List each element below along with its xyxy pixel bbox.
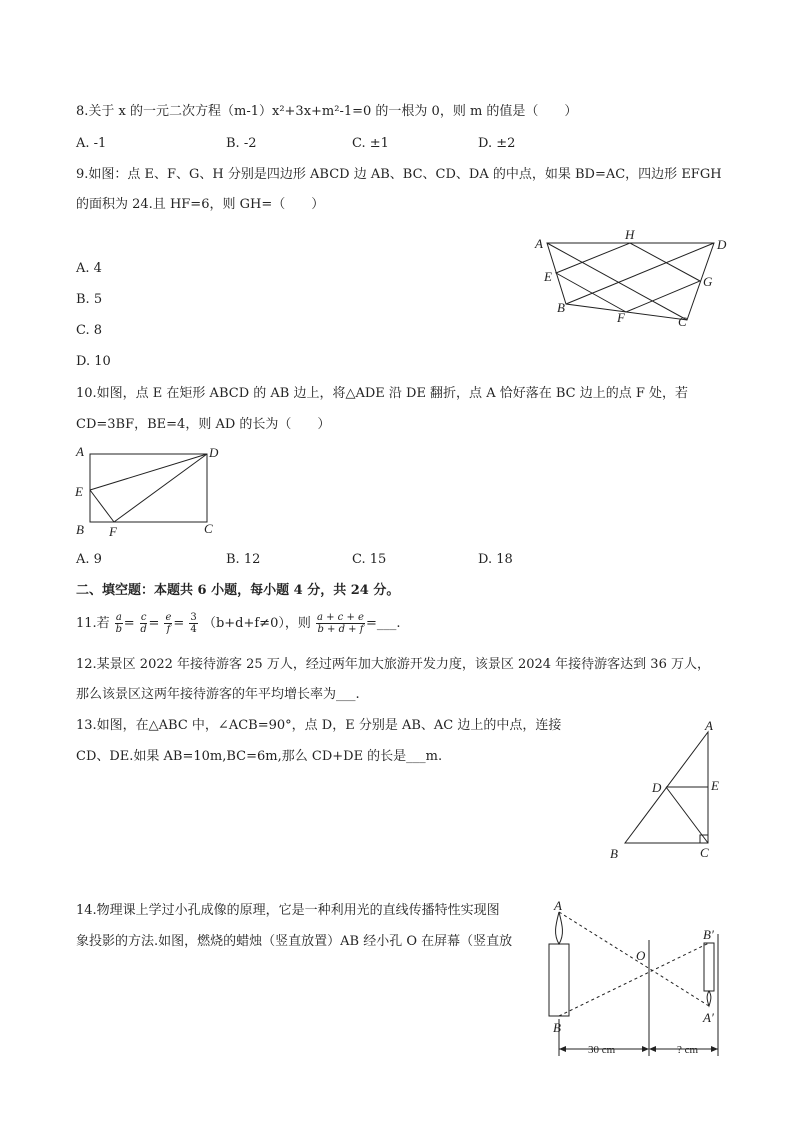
q9-diagonal-bd: [566, 243, 714, 304]
q9-label-b: B: [557, 300, 565, 315]
q10-line-ed: [90, 454, 207, 490]
q12-stem-line2: 那么该景区这两年接待游客的年平均增长率为___.: [76, 687, 360, 702]
q10-label-f: F: [109, 524, 117, 539]
q11-frac-3-4: $\frac{3}{4}$: [190, 612, 197, 635]
q14-arrow-mid-left-icon: [642, 1046, 649, 1052]
q14-arrow-mid-right-icon: [649, 1046, 656, 1052]
q14-label-b: B: [553, 1020, 561, 1035]
q14-dim-30: 30 cm: [588, 1044, 616, 1056]
q13-label-b: B: [610, 846, 618, 861]
q8-option-d: D. ±2: [478, 136, 516, 151]
q9-diagonal-ac: [547, 243, 687, 320]
q9-option-c: C. 8: [76, 323, 103, 338]
q10-rect-abcd: [90, 454, 207, 522]
q10-stem-line2: CD=3BF，BE=4，则 AD 的长为（ ）: [76, 417, 331, 432]
q10-label-e: E: [75, 484, 83, 499]
q10-option-b: B. 12: [226, 552, 261, 567]
q10-option-a: A. 9: [76, 552, 102, 567]
q14-arrow-left-icon: [559, 1046, 566, 1052]
q9-option-a: A. 4: [76, 261, 102, 276]
q14-image-candle: [704, 943, 714, 991]
q13-label-d: D: [652, 780, 662, 795]
q14-figure: [540, 894, 735, 1064]
q11-prefix: 11.若: [76, 616, 110, 631]
q10-option-d: D. 18: [478, 552, 513, 567]
q10-label-c: C: [204, 521, 213, 536]
q9-option-d: D. 10: [76, 354, 111, 369]
section-title-fill-in: 二、填空题：本题共 6 小题，每小题 4 分，共 24 分。: [76, 583, 400, 598]
q13-figure: [605, 716, 735, 864]
q9-stem-line1: 9.如图：点 E、F、G、H 分别是四边形 ABCD 边 AB、BC、CD、DA 的中点，如果 BD=AC，四边形 EFGH: [76, 167, 722, 182]
q14-label-a: A: [554, 898, 562, 913]
q13-stem-line1: 13.如图，在△ABC 中，∠ACB=90°，点 D，E 分别是 AB、AC 边上的中点，连接: [76, 718, 562, 733]
q13-label-c: C: [700, 845, 709, 860]
q9-label-d: D: [717, 237, 727, 252]
q8-stem: 8.关于 x 的一元二次方程（m-1）x²+3x+m²-1=0 的一根为 0，则 m 的值是（ ）: [76, 104, 578, 119]
q10-label-d: D: [209, 445, 219, 460]
q9-figure: [525, 222, 735, 334]
q14-candle: [549, 944, 569, 1016]
q9-label-g: G: [703, 274, 713, 289]
q13-label-e: E: [711, 778, 719, 793]
q14-stem-line2: 象投影的方法.如图，燃烧的蜡烛（竖直放置）AB 经小孔 O 在屏幕（竖直放: [76, 934, 513, 949]
q14-stem-line1: 14.物理课上学过小孔成像的原理，它是一种利用光的直线传播特性实现图: [76, 903, 500, 918]
q11-frac-sum: $\frac{a + c + e}{b + d + f}$: [316, 612, 364, 635]
q9-label-a: A: [535, 236, 543, 251]
q9-quad-efgh: [556, 243, 700, 312]
q10-line-fd: [114, 454, 207, 522]
q14-dim-unknown: ? cm: [677, 1044, 699, 1056]
q9-option-b: B. 5: [76, 292, 103, 307]
q9-label-h: H: [625, 227, 635, 242]
q11-condition: （b+d+f≠0），则: [202, 616, 311, 631]
q11-frac-c-d: $\frac{c}{d}$: [140, 612, 147, 635]
q14-label-a-prime: A′: [703, 1010, 714, 1025]
q10-label-a: A: [76, 444, 84, 459]
q11-stem: 11.若 $\frac{a}{b}$ = $\frac{c}{d}$ = $\frac{e}{f}$ = $\frac{3}{4}$ （b+d+f≠0），则 $\frac{a + c + e}{b + d + f}$ =___.: [76, 612, 401, 635]
q10-stem-line1: 10.如图，点 E 在矩形 ABCD 的 AB 边上，将△ADE 沿 DE 翻折，点 A 恰好落在 BC 边上的点 F 处，若: [76, 386, 689, 401]
q9-stem-line2: 的面积为 24.且 HF=6，则 GH=（ ）: [76, 197, 325, 212]
q14-ray-b: [559, 943, 709, 1016]
q10-label-b: B: [76, 522, 84, 537]
q9-label-f: F: [617, 310, 625, 325]
q13-stem-line2: CD、DE.如果 AB=10m,BC=6m,那么 CD+DE 的长是___m.: [76, 749, 443, 764]
q14-arrow-right-icon: [711, 1046, 718, 1052]
q11-suffix: =___.: [365, 616, 401, 631]
q12-stem-line1: 12.某景区 2022 年接待游客 25 万人，经过两年加大旅游开发力度，该景区 2024 年接待游客达到 36 万人，: [76, 657, 710, 672]
q9-label-c: C: [678, 314, 687, 329]
q11-frac-e-f: $\frac{e}{f}$: [165, 612, 172, 635]
q8-option-b: B. -2: [226, 136, 257, 151]
q9-label-e: E: [544, 269, 552, 284]
q14-ray-a: [559, 912, 709, 1006]
q8-option-a: A. -1: [76, 136, 107, 151]
q13-label-a: A: [705, 718, 713, 733]
q11-frac-a-b: $\frac{a}{b}$: [115, 612, 123, 635]
q10-figure: [72, 442, 232, 542]
q10-line-ef: [90, 490, 114, 522]
q14-flame-icon: [556, 912, 563, 944]
q14-image-flame-icon: [707, 991, 711, 1006]
q14-label-o: O: [636, 948, 646, 963]
q10-option-c: C. 15: [352, 552, 387, 567]
q14-label-b-prime: B′: [703, 927, 714, 942]
q8-option-c: C. ±1: [352, 136, 389, 151]
